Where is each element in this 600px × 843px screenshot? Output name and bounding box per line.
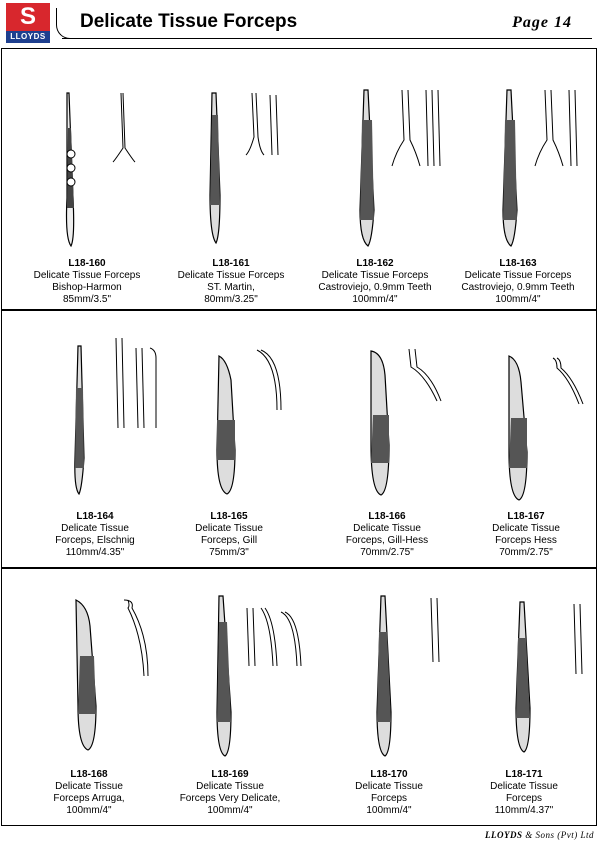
product-caption bbox=[312, 511, 462, 559]
forceps-illustration bbox=[352, 80, 452, 250]
row-divider-1 bbox=[1, 309, 597, 311]
forceps-illustration bbox=[505, 352, 600, 502]
product-name: Delicate Tissue Forceps bbox=[33, 270, 141, 281]
product-size: 100mm/4" bbox=[66, 805, 112, 816]
product-code: L18-169 bbox=[211, 769, 249, 780]
forceps-illustration bbox=[55, 88, 155, 248]
product-code: L18-160 bbox=[68, 258, 106, 269]
product-code: L18-161 bbox=[212, 258, 250, 269]
forceps-illustration bbox=[375, 592, 475, 762]
product-name: Delicate Tissue bbox=[61, 523, 129, 534]
product-size: 110mm/4.35" bbox=[65, 547, 125, 558]
logo-letter: S bbox=[19, 3, 36, 30]
forceps-illustration bbox=[514, 598, 594, 758]
page-number: Page 14 bbox=[512, 14, 572, 31]
product-caption bbox=[155, 769, 305, 817]
product-name: Delicate Tissue bbox=[195, 523, 263, 534]
product-size: 100mm/4" bbox=[366, 805, 412, 816]
product-size: 100mm/4" bbox=[207, 805, 253, 816]
product-size: 70mm/2.75" bbox=[360, 547, 414, 558]
header-ornament bbox=[56, 8, 75, 39]
product-variant: Forceps, Elschnig bbox=[55, 535, 135, 546]
product-code: L18-171 bbox=[505, 769, 543, 780]
product-name: Delicate Tissue bbox=[492, 523, 560, 534]
product-caption bbox=[12, 258, 162, 306]
forceps-illustration bbox=[365, 345, 465, 505]
product-variant: Forceps bbox=[370, 793, 408, 804]
product-size: 75mm/3" bbox=[209, 547, 249, 558]
product-size: 100mm/4" bbox=[495, 294, 541, 305]
product-variant: Forceps Very Delicate, bbox=[179, 793, 281, 804]
product-code: L18-163 bbox=[499, 258, 537, 269]
product-variant: Forceps, Gill-Hess bbox=[345, 535, 429, 546]
product-size: 85mm/3.5" bbox=[62, 294, 111, 305]
footer-company-suffix: & Sons (Pvt) Ltd bbox=[525, 830, 594, 840]
logo-wordmark: LLOYDS bbox=[6, 31, 50, 43]
product-size: 100mm/4" bbox=[352, 294, 398, 305]
forceps-illustration bbox=[495, 80, 595, 250]
forceps-illustration bbox=[200, 75, 300, 245]
product-size: 110mm/4.37" bbox=[494, 805, 554, 816]
product-code: L18-166 bbox=[368, 511, 406, 522]
product-size: 80mm/3.25" bbox=[204, 294, 258, 305]
footer-company bbox=[485, 829, 594, 841]
product-variant: Forceps bbox=[505, 793, 543, 804]
product-variant: Castroviejo, 0.9mm Teeth bbox=[461, 282, 575, 293]
product-variant: ST. Martin, bbox=[207, 282, 255, 293]
product-name: Delicate Tissue bbox=[196, 781, 264, 792]
lloyds-logo bbox=[6, 3, 50, 43]
product-variant: Castroviejo, 0.9mm Teeth bbox=[318, 282, 432, 293]
product-name: Delicate Tissue bbox=[353, 523, 421, 534]
product-name: Delicate Tissue bbox=[355, 781, 423, 792]
product-name: Delicate Tissue bbox=[55, 781, 123, 792]
product-size: 70mm/2.75" bbox=[499, 547, 553, 558]
product-caption bbox=[443, 258, 593, 306]
product-name: Delicate Tissue Forceps bbox=[177, 270, 285, 281]
header-rule bbox=[62, 38, 592, 39]
product-variant: Forceps Hess bbox=[495, 535, 557, 546]
forceps-illustration bbox=[205, 340, 305, 500]
product-code: L18-170 bbox=[370, 769, 408, 780]
product-caption bbox=[20, 511, 170, 559]
product-name: Delicate Tissue Forceps bbox=[464, 270, 572, 281]
product-code: L18-168 bbox=[70, 769, 108, 780]
product-name: Delicate Tissue bbox=[490, 781, 558, 792]
product-code: L18-167 bbox=[507, 511, 545, 522]
forceps-illustration bbox=[215, 592, 315, 762]
forceps-illustration bbox=[72, 596, 172, 756]
forceps-illustration bbox=[70, 328, 170, 498]
row-divider-2 bbox=[1, 567, 597, 569]
product-code: L18-162 bbox=[356, 258, 394, 269]
product-caption bbox=[300, 258, 450, 306]
product-code: L18-165 bbox=[210, 511, 248, 522]
product-caption bbox=[14, 769, 164, 817]
product-caption bbox=[451, 511, 600, 559]
product-variant: Forceps Arruga, bbox=[53, 793, 125, 804]
page-title: Delicate Tissue Forceps bbox=[80, 11, 298, 32]
product-code: L18-164 bbox=[76, 511, 114, 522]
product-name: Delicate Tissue Forceps bbox=[321, 270, 429, 281]
product-variant: Bishop-Harmon bbox=[52, 282, 122, 293]
product-caption bbox=[154, 511, 304, 559]
product-variant: Forceps, Gill bbox=[200, 535, 258, 546]
product-caption bbox=[314, 769, 464, 817]
product-caption bbox=[449, 769, 599, 817]
footer-brand: LLOYDS bbox=[485, 830, 523, 840]
product-caption bbox=[156, 258, 306, 306]
